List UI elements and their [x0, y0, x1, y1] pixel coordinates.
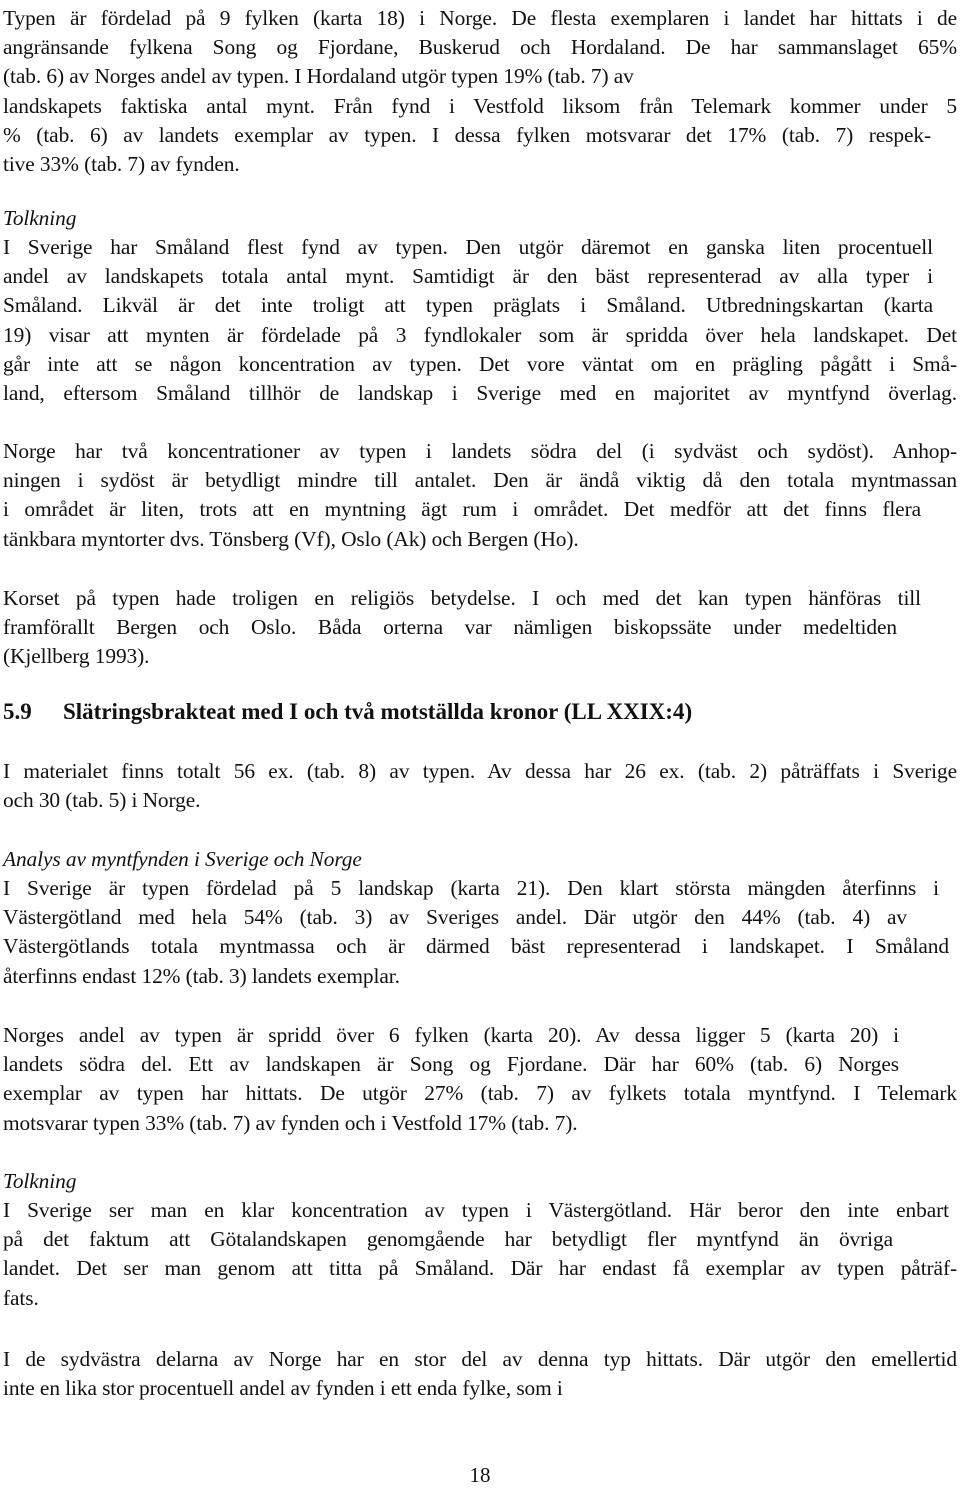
text-line: angränsande fylkena Song og Fjordane, Buskerud och Hordaland. De har sammanslaget 65% [3, 35, 957, 60]
text-line: I de sydvästra delarna av Norge har en stor del av denna typ hittats. Där utgör den emellertid [3, 1347, 957, 1371]
text-line: ningen i sydöst är betydligt mindre till antalet. Den är ändå viktig då den totala myntmassan [3, 468, 957, 493]
paragraph-norge-fylken [3, 4, 957, 179]
text-line: andel av landskapets totala antal mynt. Samtidigt är den bäst representerad av alla typer i [3, 264, 933, 289]
text-line: Västergötlands totala myntmassa och är därmed bäst representerad i landskapet. I Småland [3, 934, 949, 959]
text-line: I materialet finns totalt 56 ex. (tab. 8) av typen. Av dessa har 26 ex. (tab. 2) påträffats i Sverige [3, 759, 957, 783]
text-line: I Sverige ser man en klar koncentration av typen i Västergötland. Här beror den inte enbart [3, 1198, 949, 1222]
text-line: Norge har två koncentrationer av typen i landets södra del (i sydväst och sydöst). Anhop- [3, 439, 957, 463]
text-line: motsvarar typen 33% (tab. 7) av fynden och i Vestfold 17% (tab. 7). [3, 1110, 578, 1135]
text-line: Västergötland med hela 54% (tab. 3) av Sveriges andel. Där utgör den 44% (tab. 4) av [3, 905, 907, 930]
text-line: (Kjellberg 1993). [3, 644, 150, 669]
text-line: landskapets faktiska antal mynt. Från fynd i Vestfold liksom från Telemark kommer under 5 [3, 93, 957, 118]
text-line: Norges andel av typen är spridd över 6 fylken (karta 20). Av dessa ligger 5 (karta 20) i [3, 1023, 899, 1047]
text-line: (tab. 6) av Norges andel av typen. I Hordaland utgör typen 19% (tab. 7) av [3, 64, 634, 89]
section-number: 5.9 [3, 699, 32, 724]
section-title: Slätringsbrakteat med I och två motställda kronor (LL XXIX:4) [63, 699, 693, 724]
paragraph-sverige-smaland [3, 233, 957, 408]
paragraph-sverige-landskap [3, 874, 957, 991]
text-line: inte en lika stor procentuell andel av fynden i ett enda fylke, som i [3, 1376, 563, 1401]
subheading-tolkning: Tolkning [3, 206, 77, 230]
subheading-analys: Analys av myntfynden i Sverige och Norge [3, 847, 362, 871]
text-line: Småland. Likväl är det inte troligt att typen präglats i Småland. Utbredningskartan (karta [3, 293, 933, 318]
text-line: tänkbara myntorter dvs. Tönsberg (Vf), Oslo (Ak) och Bergen (Ho). [3, 526, 579, 551]
text-line: I Sverige har Småland flest fynd av typen. Den utgör däremot en ganska liten procentuell [3, 235, 933, 259]
text-line: landet. Det ser man genom att titta på Småland. Där har endast få exemplar av typen påträf- [3, 1256, 957, 1281]
text-line: Typen är fördelad på 9 fylken (karta 18) i Norge. De flesta exemplaren i landet har hittats i de [3, 6, 957, 30]
paragraph-sydvastra [3, 1345, 957, 1403]
document-page [3, 0, 957, 1486]
paragraph-vastergotland [3, 1196, 957, 1313]
section-heading [3, 697, 957, 727]
subheading-tolkning: Tolkning [3, 1169, 77, 1193]
text-line: återfinns endast 12% (tab. 3) landets exemplar. [3, 963, 400, 988]
text-line: % (tab. 6) av landets exemplar av typen. I dessa fylken motsvarar det 17% (tab. 7) respek- [3, 122, 931, 147]
text-line: 19) visar att mynten är fördelade på 3 fyndlokaler som är spridda över hela landskapet. Det [3, 322, 957, 347]
text-line: på det faktum att Götalandskapen genomgående har betydligt fler myntfynd än övriga [3, 1227, 893, 1252]
paragraph-norges-andel [3, 1021, 957, 1138]
paragraph-materialet [3, 757, 957, 815]
page-number: 18 [469, 1463, 491, 1487]
text-line: och 30 (tab. 5) i Norge. [3, 788, 201, 813]
text-line: I Sverige är typen fördelad på 5 landskap (karta 21). Den klart största mängden återfinns i [3, 876, 939, 900]
text-line: exemplar av typen har hittats. De utgör 27% (tab. 7) av fylkets totala myntfynd. I Telemark [3, 1081, 957, 1106]
text-line: Korset på typen hade troligen en religiös betydelse. I och med det kan typen hänföras till [3, 586, 921, 610]
paragraph-korset [3, 584, 957, 672]
text-line: fats. [3, 1285, 39, 1310]
text-line: tive 33% (tab. 7) av fynden. [3, 152, 240, 177]
text-line: i området är liten, trots att en myntning ägt rum i området. Det medför att det finns flera [3, 497, 921, 522]
paragraph-norge-koncentrationer [3, 437, 957, 554]
text-line: landets södra del. Ett av landskapen är Song og Fjordane. Där har 60% (tab. 6) Norges [3, 1052, 899, 1077]
text-line: framförallt Bergen och Oslo. Båda orterna var nämligen biskopssäte under medeltiden [3, 615, 897, 640]
text-line: går inte att se någon koncentration av typen. Det vore väntat om en prägling pågått i Små- [3, 351, 957, 376]
text-line: land, eftersom Småland tillhör de landskap i Sverige med en majoritet av myntfynd överlag. [3, 381, 957, 406]
